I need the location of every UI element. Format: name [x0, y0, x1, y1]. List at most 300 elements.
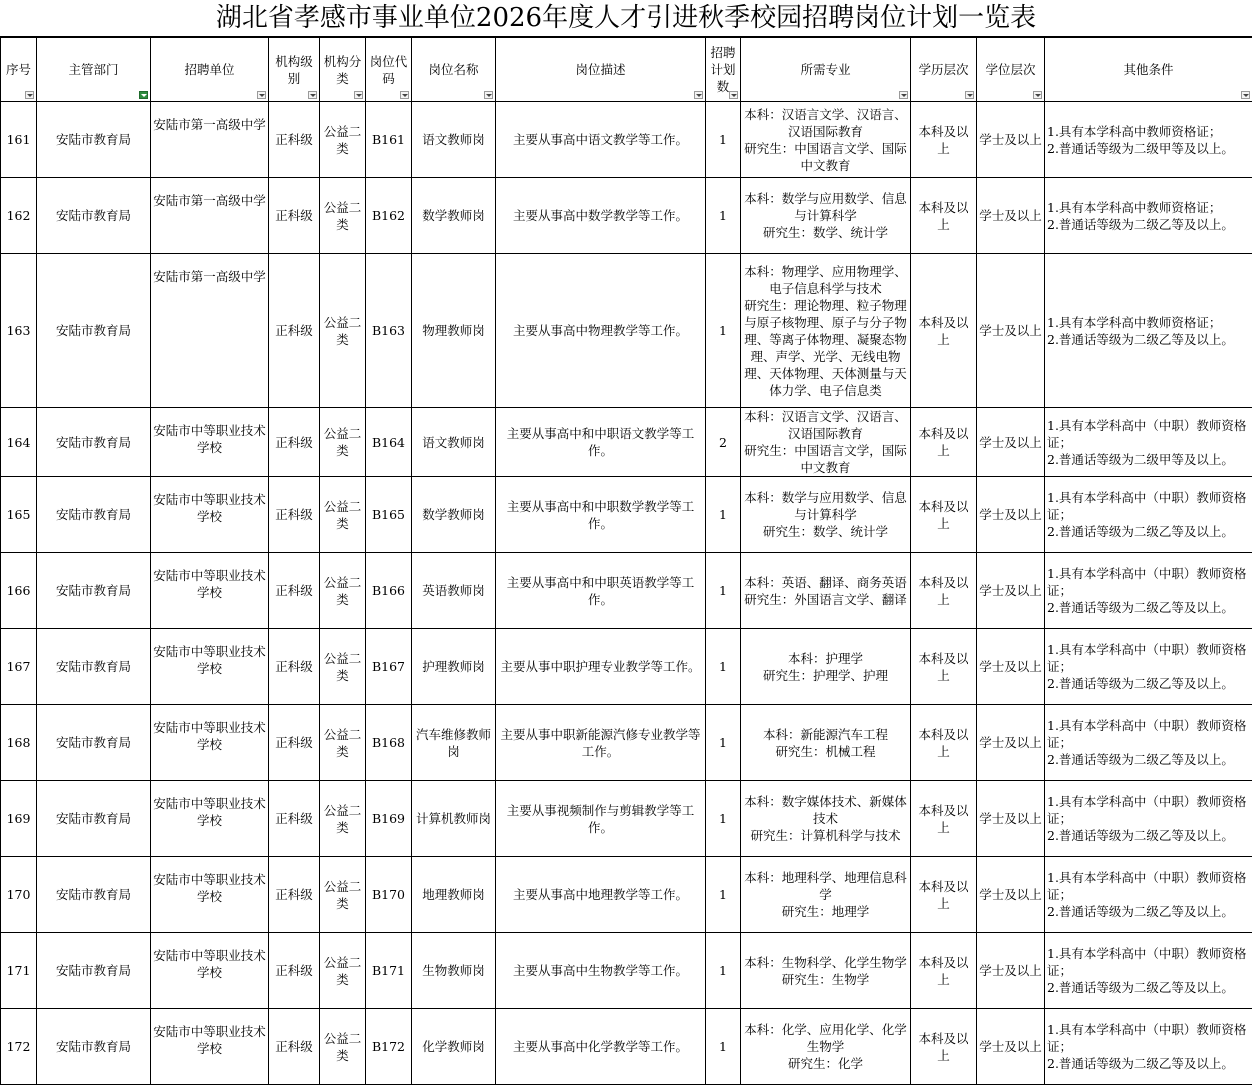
- cell-unit[interactable]: [151, 477, 269, 553]
- cell-unit[interactable]: [151, 933, 269, 1009]
- cell-type[interactable]: [320, 553, 366, 629]
- cell-no[interactable]: [1, 178, 37, 254]
- cell-level-text: 正科级: [275, 1039, 313, 1054]
- recruitment-table: [0, 37, 1252, 1085]
- cell-no-text: 168: [7, 735, 31, 750]
- cell-dept-text: 安陆市教育局: [56, 1039, 131, 1054]
- cell-post[interactable]: [412, 477, 496, 553]
- cell-level-text: 正科级: [275, 811, 313, 826]
- cell-dept[interactable]: [37, 933, 151, 1009]
- cell-no[interactable]: [1, 408, 37, 477]
- cell-desc-text: 主要从事高中和中职数学教学等工作。: [507, 499, 695, 531]
- cell-unit[interactable]: [151, 629, 269, 705]
- cell-code-text: B167: [372, 659, 405, 674]
- cell-dept[interactable]: [37, 857, 151, 933]
- cell-level-text: 正科级: [275, 659, 313, 674]
- cell-count[interactable]: [706, 1009, 741, 1085]
- col-header-major: 所需专业: [741, 38, 911, 102]
- cell-unit[interactable]: [151, 178, 269, 254]
- cell-code-text: B172: [372, 1039, 405, 1054]
- cell-code-text: B165: [372, 507, 405, 522]
- cell-major-line: 本科：物理学、应用物理学、电子信息科学与技术: [743, 263, 908, 297]
- cell-type-text: 公益二类: [324, 200, 362, 232]
- cell-no[interactable]: [1, 857, 37, 933]
- cell-other[interactable]: [1045, 553, 1252, 629]
- cell-desc[interactable]: [496, 178, 706, 254]
- cell-other-line: 1.具有本学科高中（中职）教师资格证；: [1047, 489, 1250, 523]
- cell-dept-text: 安陆市教育局: [56, 132, 131, 147]
- col-header-code: 岗位代码: [366, 38, 412, 102]
- cell-count[interactable]: [706, 933, 741, 1009]
- cell-major-line: 研究生：地理学: [743, 903, 908, 920]
- cell-unit[interactable]: [151, 857, 269, 933]
- cell-major[interactable]: [741, 629, 911, 705]
- cell-no[interactable]: [1, 705, 37, 781]
- cell-degree-text: 学士及以上: [979, 811, 1042, 826]
- col-header-type: 机构分类: [320, 38, 366, 102]
- cell-unit-text: 安陆市中等职业技术学校: [153, 568, 266, 600]
- cell-unit[interactable]: [151, 553, 269, 629]
- cell-level[interactable]: [269, 178, 320, 254]
- filter-dropdown-icon[interactable]: [400, 91, 409, 99]
- cell-desc[interactable]: [496, 705, 706, 781]
- filter-dropdown-icon[interactable]: [1241, 91, 1250, 99]
- col-header-edu: 学历层次: [911, 38, 977, 102]
- cell-type[interactable]: [320, 254, 366, 408]
- cell-no[interactable]: [1, 1009, 37, 1085]
- cell-other-line: 2.普通话等级为二级乙等及以上。: [1047, 1055, 1250, 1072]
- cell-other[interactable]: [1045, 102, 1252, 178]
- cell-level-text: 正科级: [275, 323, 313, 338]
- filter-dropdown-icon[interactable]: [729, 91, 738, 99]
- cell-post[interactable]: [412, 629, 496, 705]
- filter-dropdown-icon[interactable]: [308, 91, 317, 99]
- cell-edu[interactable]: [911, 553, 977, 629]
- cell-other[interactable]: [1045, 857, 1252, 933]
- cell-dept-text: 安陆市教育局: [56, 735, 131, 750]
- cell-unit-text: 安陆市中等职业技术学校: [153, 423, 266, 455]
- cell-other[interactable]: [1045, 629, 1252, 705]
- cell-no[interactable]: [1, 553, 37, 629]
- cell-post[interactable]: [412, 178, 496, 254]
- cell-other[interactable]: [1045, 1009, 1252, 1085]
- cell-type-text: 公益二类: [324, 124, 362, 156]
- cell-degree-text: 学士及以上: [979, 435, 1042, 450]
- filter-dropdown-icon[interactable]: [25, 91, 34, 99]
- cell-post[interactable]: [412, 705, 496, 781]
- header-row: [1, 38, 1252, 102]
- cell-dept[interactable]: [37, 1009, 151, 1085]
- cell-count[interactable]: [706, 857, 741, 933]
- cell-desc-text: 主要从事高中和中职语文教学等工作。: [507, 426, 695, 458]
- table-row: [1, 477, 1252, 553]
- table-row: [1, 857, 1252, 933]
- cell-post[interactable]: [412, 254, 496, 408]
- cell-dept[interactable]: [37, 102, 151, 178]
- cell-code-text: B171: [372, 963, 405, 978]
- cell-other-line: 2.普通话等级为二级甲等及以上。: [1047, 140, 1250, 157]
- cell-other-line: 1.具有本学科高中（中职）教师资格证；: [1047, 1021, 1250, 1055]
- cell-edu[interactable]: [911, 1009, 977, 1085]
- cell-post-text: 英语教师岗: [422, 583, 485, 598]
- cell-type-text: 公益二类: [324, 803, 362, 835]
- cell-code[interactable]: [366, 477, 412, 553]
- cell-other-line: 2.普通话等级为二级乙等及以上。: [1047, 675, 1250, 692]
- cell-no-text: 170: [7, 887, 31, 902]
- cell-code-text: B164: [372, 435, 405, 450]
- cell-code[interactable]: [366, 933, 412, 1009]
- cell-code[interactable]: [366, 629, 412, 705]
- col-header-no: 序号: [1, 38, 37, 102]
- cell-post-text: 物理教师岗: [422, 323, 485, 338]
- cell-count-text: 1: [719, 1039, 727, 1054]
- cell-major-line: 本科：英语、翻译、商务英语: [743, 574, 908, 591]
- cell-code[interactable]: [366, 1009, 412, 1085]
- cell-level[interactable]: [269, 254, 320, 408]
- cell-no-text: 167: [7, 659, 31, 674]
- cell-dept-text: 安陆市教育局: [56, 963, 131, 978]
- cell-type[interactable]: [320, 933, 366, 1009]
- cell-edu[interactable]: [911, 408, 977, 477]
- cell-count[interactable]: [706, 254, 741, 408]
- cell-desc[interactable]: [496, 933, 706, 1009]
- cell-edu[interactable]: [911, 254, 977, 408]
- cell-other[interactable]: [1045, 781, 1252, 857]
- cell-edu[interactable]: [911, 857, 977, 933]
- cell-major[interactable]: [741, 178, 911, 254]
- cell-edu[interactable]: [911, 178, 977, 254]
- filter-dropdown-icon[interactable]: [484, 91, 493, 99]
- table-row: [1, 629, 1252, 705]
- cell-degree[interactable]: [977, 629, 1045, 705]
- cell-degree[interactable]: [977, 102, 1045, 178]
- cell-degree[interactable]: [977, 477, 1045, 553]
- cell-major[interactable]: [741, 705, 911, 781]
- cell-degree-text: 学士及以上: [979, 507, 1042, 522]
- cell-code-text: B166: [372, 583, 405, 598]
- cell-type-text: 公益二类: [324, 651, 362, 683]
- cell-code[interactable]: [366, 781, 412, 857]
- cell-unit-text: 安陆市中等职业技术学校: [153, 492, 266, 524]
- cell-post[interactable]: [412, 102, 496, 178]
- cell-code[interactable]: [366, 553, 412, 629]
- cell-desc-text: 主要从事高中物理教学等工作。: [513, 323, 688, 338]
- cell-other-line: 2.普通话等级为二级乙等及以上。: [1047, 751, 1250, 768]
- cell-degree[interactable]: [977, 1009, 1045, 1085]
- cell-no[interactable]: [1, 933, 37, 1009]
- cell-count-text: 1: [719, 659, 727, 674]
- cell-type[interactable]: [320, 705, 366, 781]
- cell-post[interactable]: [412, 1009, 496, 1085]
- cell-edu[interactable]: [911, 477, 977, 553]
- cell-no-text: 169: [7, 811, 31, 826]
- cell-level[interactable]: [269, 781, 320, 857]
- cell-type[interactable]: [320, 781, 366, 857]
- cell-major[interactable]: [741, 1009, 911, 1085]
- cell-count[interactable]: [706, 553, 741, 629]
- cell-other[interactable]: [1045, 408, 1252, 477]
- cell-level[interactable]: [269, 933, 320, 1009]
- cell-other-line: 2.普通话等级为二级乙等及以上。: [1047, 827, 1250, 844]
- cell-post-text: 护理教师岗: [422, 659, 485, 674]
- cell-major-line: 研究生：机械工程: [743, 743, 908, 760]
- filter-active-icon[interactable]: [139, 91, 148, 99]
- cell-count-text: 1: [719, 811, 727, 826]
- cell-no-text: 165: [7, 507, 31, 522]
- cell-code[interactable]: [366, 408, 412, 477]
- cell-no-text: 166: [7, 583, 31, 598]
- cell-major[interactable]: [741, 553, 911, 629]
- cell-degree[interactable]: [977, 254, 1045, 408]
- cell-edu[interactable]: [911, 705, 977, 781]
- cell-major-line: 本科：汉语言文学、汉语言、汉语国际教育: [743, 408, 908, 442]
- cell-dept[interactable]: [37, 254, 151, 408]
- cell-code-text: B161: [372, 132, 405, 147]
- cell-dept-text: 安陆市教育局: [56, 507, 131, 522]
- filter-dropdown-icon[interactable]: [899, 91, 908, 99]
- table-row: [1, 1009, 1252, 1085]
- cell-level[interactable]: [269, 553, 320, 629]
- cell-dept[interactable]: [37, 477, 151, 553]
- cell-major-line: 本科：地理科学、地理信息科学: [743, 869, 908, 903]
- cell-major[interactable]: [741, 254, 911, 408]
- table-row: [1, 781, 1252, 857]
- cell-desc[interactable]: [496, 781, 706, 857]
- cell-no-text: 171: [7, 963, 31, 978]
- cell-level-text: 正科级: [275, 735, 313, 750]
- cell-type[interactable]: [320, 178, 366, 254]
- cell-no[interactable]: [1, 477, 37, 553]
- table-row: [1, 933, 1252, 1009]
- cell-edu-text: 本科及以上: [918, 200, 968, 232]
- cell-count[interactable]: [706, 781, 741, 857]
- cell-unit[interactable]: [151, 1009, 269, 1085]
- cell-other-line: 1.具有本学科高中（中职）教师资格证；: [1047, 641, 1250, 675]
- cell-unit[interactable]: [151, 102, 269, 178]
- cell-desc[interactable]: [496, 477, 706, 553]
- filter-dropdown-icon[interactable]: [1033, 91, 1042, 99]
- cell-degree-text: 学士及以上: [979, 208, 1042, 223]
- cell-no[interactable]: [1, 254, 37, 408]
- cell-type[interactable]: [320, 102, 366, 178]
- col-header-other: 其他条件: [1045, 38, 1252, 102]
- cell-type[interactable]: [320, 477, 366, 553]
- cell-edu[interactable]: [911, 933, 977, 1009]
- cell-desc-text: 主要从事高中地理教学等工作。: [513, 887, 688, 902]
- cell-major[interactable]: [741, 102, 911, 178]
- cell-level[interactable]: [269, 1009, 320, 1085]
- cell-major[interactable]: [741, 781, 911, 857]
- cell-other-line: 2.普通话等级为二级乙等及以上。: [1047, 903, 1250, 920]
- cell-degree-text: 学士及以上: [979, 323, 1042, 338]
- cell-degree[interactable]: [977, 408, 1045, 477]
- cell-type[interactable]: [320, 1009, 366, 1085]
- cell-degree[interactable]: [977, 705, 1045, 781]
- cell-count-text: 1: [719, 323, 727, 338]
- cell-unit[interactable]: [151, 408, 269, 477]
- cell-desc[interactable]: [496, 553, 706, 629]
- cell-dept[interactable]: [37, 178, 151, 254]
- cell-desc-text: 主要从事中职新能源汽修专业教学等工作。: [500, 727, 700, 759]
- cell-count[interactable]: [706, 102, 741, 178]
- cell-dept-text: 安陆市教育局: [56, 583, 131, 598]
- cell-no[interactable]: [1, 781, 37, 857]
- cell-unit[interactable]: [151, 781, 269, 857]
- cell-other[interactable]: [1045, 178, 1252, 254]
- cell-desc[interactable]: [496, 1009, 706, 1085]
- cell-edu[interactable]: [911, 781, 977, 857]
- cell-count[interactable]: [706, 178, 741, 254]
- table-row: [1, 705, 1252, 781]
- cell-dept[interactable]: [37, 408, 151, 477]
- cell-count[interactable]: [706, 705, 741, 781]
- cell-degree-text: 学士及以上: [979, 963, 1042, 978]
- cell-edu[interactable]: [911, 629, 977, 705]
- cell-other-line: 1.具有本学科高中（中职）教师资格证；: [1047, 717, 1250, 751]
- cell-post[interactable]: [412, 408, 496, 477]
- cell-other-line: 2.普通话等级为二级乙等及以上。: [1047, 523, 1250, 540]
- cell-no[interactable]: [1, 629, 37, 705]
- cell-code[interactable]: [366, 705, 412, 781]
- cell-major-line: 研究生：化学: [743, 1055, 908, 1072]
- cell-count[interactable]: [706, 629, 741, 705]
- cell-code[interactable]: [366, 178, 412, 254]
- col-header-unit: 招聘单位: [151, 38, 269, 102]
- cell-desc-text: 主要从事高中和中职英语教学等工作。: [507, 575, 695, 607]
- cell-edu-text: 本科及以上: [918, 727, 968, 759]
- cell-desc[interactable]: [496, 102, 706, 178]
- cell-no[interactable]: [1, 102, 37, 178]
- cell-major-line: 研究生：中国语言文学，国际中文教育: [743, 442, 908, 476]
- cell-major[interactable]: [741, 933, 911, 1009]
- cell-post[interactable]: [412, 857, 496, 933]
- cell-unit-text: 安陆市第一高级中学: [153, 269, 266, 284]
- cell-post[interactable]: [412, 781, 496, 857]
- cell-desc[interactable]: [496, 629, 706, 705]
- cell-other[interactable]: [1045, 477, 1252, 553]
- cell-other[interactable]: [1045, 254, 1252, 408]
- cell-major-line: 研究生：外国语言文学、翻译: [743, 591, 908, 608]
- col-header-count: 招聘计划数: [706, 38, 741, 102]
- cell-post[interactable]: [412, 933, 496, 1009]
- cell-degree[interactable]: [977, 857, 1045, 933]
- cell-unit[interactable]: [151, 254, 269, 408]
- cell-dept[interactable]: [37, 553, 151, 629]
- cell-type[interactable]: [320, 629, 366, 705]
- cell-code[interactable]: [366, 102, 412, 178]
- cell-count-text: 1: [719, 507, 727, 522]
- cell-other-line: 2.普通话等级为二级乙等及以上。: [1047, 599, 1250, 616]
- cell-other-line: 2.普通话等级为二级甲等及以上。: [1047, 451, 1250, 468]
- cell-unit-text: 安陆市中等职业技术学校: [153, 720, 266, 752]
- filter-dropdown-icon[interactable]: [965, 91, 974, 99]
- cell-level[interactable]: [269, 477, 320, 553]
- filter-dropdown-icon[interactable]: [257, 91, 266, 99]
- cell-unit-text: 安陆市第一高级中学: [153, 193, 266, 208]
- cell-edu[interactable]: [911, 102, 977, 178]
- cell-level[interactable]: [269, 857, 320, 933]
- cell-major[interactable]: [741, 408, 911, 477]
- cell-major-line: 本科：数字媒体技术、新媒体技术: [743, 793, 908, 827]
- cell-post[interactable]: [412, 553, 496, 629]
- cell-other-line: 1.具有本学科高中（中职）教师资格证；: [1047, 945, 1250, 979]
- cell-degree[interactable]: [977, 553, 1045, 629]
- cell-desc[interactable]: [496, 857, 706, 933]
- cell-major-line: 研究生：中国语言文学、国际中文教育: [743, 140, 908, 174]
- cell-dept[interactable]: [37, 629, 151, 705]
- cell-type-text: 公益二类: [324, 955, 362, 987]
- cell-code[interactable]: [366, 857, 412, 933]
- cell-degree[interactable]: [977, 178, 1045, 254]
- cell-major[interactable]: [741, 477, 911, 553]
- cell-dept[interactable]: [37, 781, 151, 857]
- cell-degree[interactable]: [977, 781, 1045, 857]
- cell-level[interactable]: [269, 408, 320, 477]
- cell-type-text: 公益二类: [324, 1031, 362, 1063]
- cell-post-text: 语文教师岗: [422, 132, 485, 147]
- cell-major-line: 本科：汉语言文学、汉语言、汉语国际教育: [743, 106, 908, 140]
- cell-other-line: 2.普通话等级为二级乙等及以上。: [1047, 979, 1250, 996]
- cell-type-text: 公益二类: [324, 315, 362, 347]
- cell-major-line: 本科：生物科学、化学生物学: [743, 954, 908, 971]
- cell-type[interactable]: [320, 408, 366, 477]
- cell-code-text: B162: [372, 208, 405, 223]
- cell-desc[interactable]: [496, 254, 706, 408]
- cell-level-text: 正科级: [275, 887, 313, 902]
- cell-dept[interactable]: [37, 705, 151, 781]
- cell-major[interactable]: [741, 857, 911, 933]
- cell-code-text: B163: [372, 323, 405, 338]
- cell-no-text: 162: [7, 208, 31, 223]
- cell-edu-text: 本科及以上: [918, 879, 968, 911]
- cell-desc[interactable]: [496, 408, 706, 477]
- cell-desc-text: 主要从事高中化学教学等工作。: [513, 1039, 688, 1054]
- table-row: [1, 553, 1252, 629]
- cell-major-line: 研究生：数学、统计学: [743, 224, 908, 241]
- page-title: 湖北省孝感市事业单位2026年度人才引进秋季校园招聘岗位计划一览表: [0, 0, 1252, 37]
- cell-desc-text: 主要从事高中数学教学等工作。: [513, 208, 688, 223]
- cell-count[interactable]: [706, 408, 741, 477]
- cell-unit[interactable]: [151, 705, 269, 781]
- cell-edu-text: 本科及以上: [918, 499, 968, 531]
- cell-major-line: 本科：化学、应用化学、化学生物学: [743, 1021, 908, 1055]
- cell-degree[interactable]: [977, 933, 1045, 1009]
- cell-level[interactable]: [269, 705, 320, 781]
- cell-other[interactable]: [1045, 705, 1252, 781]
- cell-degree-text: 学士及以上: [979, 132, 1042, 147]
- cell-unit-text: 安陆市第一高级中学: [153, 117, 266, 132]
- cell-desc-text: 主要从事高中生物教学等工作。: [513, 963, 688, 978]
- cell-other[interactable]: [1045, 933, 1252, 1009]
- cell-code-text: B170: [372, 887, 405, 902]
- cell-other-line: 1.具有本学科高中（中职）教师资格证；: [1047, 869, 1250, 903]
- filter-dropdown-icon[interactable]: [694, 91, 703, 99]
- cell-type[interactable]: [320, 857, 366, 933]
- cell-type-text: 公益二类: [324, 426, 362, 458]
- cell-level[interactable]: [269, 629, 320, 705]
- cell-edu-text: 本科及以上: [918, 426, 968, 458]
- cell-dept-text: 安陆市教育局: [56, 323, 131, 338]
- cell-dept-text: 安陆市教育局: [56, 887, 131, 902]
- cell-level-text: 正科级: [275, 435, 313, 450]
- cell-level[interactable]: [269, 102, 320, 178]
- cell-code[interactable]: [366, 254, 412, 408]
- cell-count[interactable]: [706, 477, 741, 553]
- cell-edu-text: 本科及以上: [918, 955, 968, 987]
- filter-dropdown-icon[interactable]: [354, 91, 363, 99]
- cell-dept-text: 安陆市教育局: [56, 659, 131, 674]
- cell-no-text: 161: [7, 132, 31, 147]
